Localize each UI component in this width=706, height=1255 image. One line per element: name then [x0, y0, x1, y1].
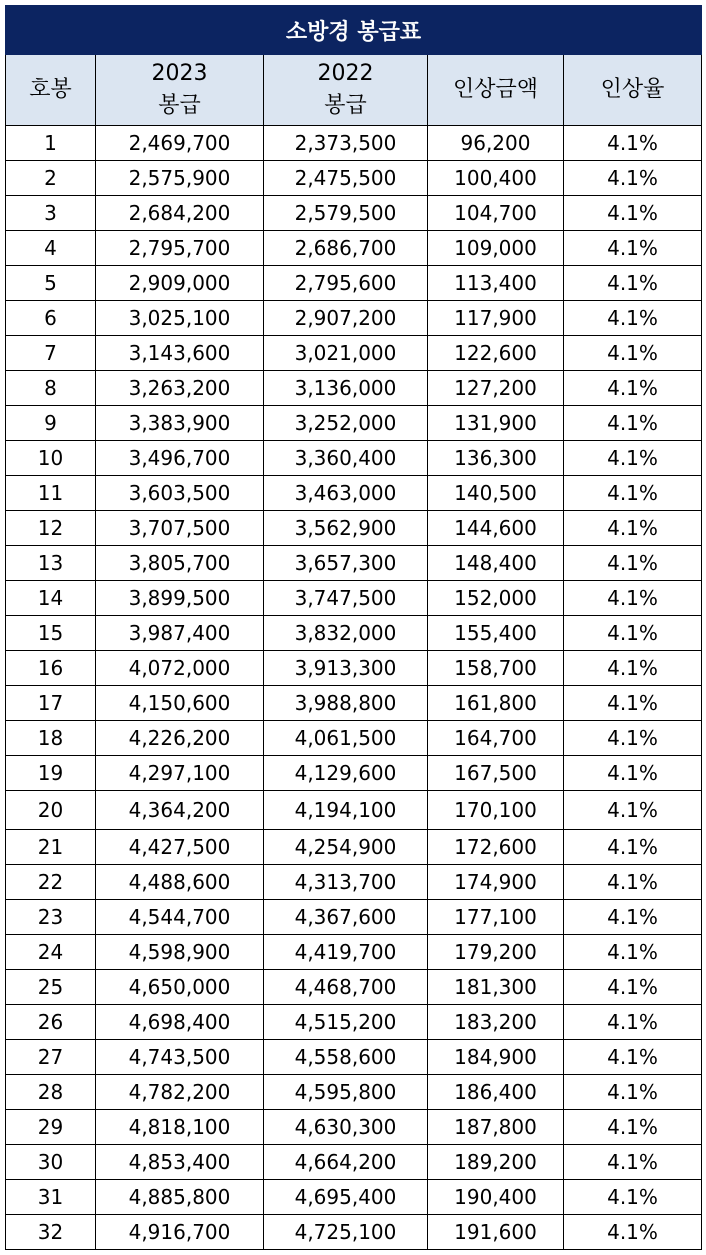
- grade-cell: 10: [6, 441, 96, 476]
- salary-2022-cell: 3,988,800: [264, 686, 428, 721]
- salary-2022-cell: 4,630,300: [264, 1110, 428, 1145]
- grade-cell: 11: [6, 476, 96, 511]
- table-row: [6, 651, 702, 686]
- table-row: [6, 546, 702, 581]
- header-2023-year: 2023: [151, 61, 208, 86]
- increase-amount-cell: 184,900: [428, 1040, 564, 1075]
- salary-2022-cell: 3,747,500: [264, 581, 428, 616]
- header-grade: 호봉: [6, 55, 96, 126]
- table-row: [6, 1075, 702, 1110]
- header-2022-label: 봉급: [324, 93, 367, 118]
- salary-2022-cell: 4,695,400: [264, 1180, 428, 1215]
- increase-rate-cell: 4.1%: [564, 900, 702, 935]
- salary-2023-cell: 3,143,600: [96, 336, 264, 371]
- increase-amount-cell: 158,700: [428, 651, 564, 686]
- grade-cell: 31: [6, 1180, 96, 1215]
- table-row: [6, 865, 702, 900]
- header-increase-amount: 인상금액: [428, 55, 564, 126]
- grade-cell: 1: [6, 126, 96, 161]
- header-increase-rate: 인상율: [564, 55, 702, 126]
- salary-2022-cell: 3,657,300: [264, 546, 428, 581]
- header-2022-salary: [264, 55, 428, 126]
- increase-rate-cell: 4.1%: [564, 1180, 702, 1215]
- increase-amount-cell: 152,000: [428, 581, 564, 616]
- increase-rate-cell: 4.1%: [564, 830, 702, 865]
- salary-2023-cell: 4,782,200: [96, 1075, 264, 1110]
- increase-rate-cell: 4.1%: [564, 161, 702, 196]
- header-row: [6, 55, 702, 126]
- salary-2022-cell: 4,664,200: [264, 1145, 428, 1180]
- salary-2022-cell: 2,475,500: [264, 161, 428, 196]
- salary-2022-cell: 3,832,000: [264, 616, 428, 651]
- salary-2022-cell: 4,129,600: [264, 756, 428, 791]
- grade-cell: 4: [6, 231, 96, 266]
- salary-2023-cell: 3,025,100: [96, 301, 264, 336]
- salary-2023-cell: 3,383,900: [96, 406, 264, 441]
- increase-amount-cell: 179,200: [428, 935, 564, 970]
- increase-rate-cell: 4.1%: [564, 1040, 702, 1075]
- salary-2022-cell: 4,254,900: [264, 830, 428, 865]
- salary-2023-cell: 4,885,800: [96, 1180, 264, 1215]
- salary-2023-cell: 4,072,000: [96, 651, 264, 686]
- table-row: [6, 126, 702, 161]
- table-row: [6, 830, 702, 865]
- salary-2022-cell: 4,468,700: [264, 970, 428, 1005]
- salary-2023-cell: 2,575,900: [96, 161, 264, 196]
- increase-amount-cell: 174,900: [428, 865, 564, 900]
- grade-cell: 21: [6, 830, 96, 865]
- table-row: [6, 476, 702, 511]
- salary-2023-cell: 4,698,400: [96, 1005, 264, 1040]
- table-row: [6, 581, 702, 616]
- table-row: [6, 441, 702, 476]
- salary-2022-cell: 2,579,500: [264, 196, 428, 231]
- salary-2022-cell: 2,686,700: [264, 231, 428, 266]
- grade-cell: 24: [6, 935, 96, 970]
- grade-cell: 5: [6, 266, 96, 301]
- salary-2023-cell: 2,469,700: [96, 126, 264, 161]
- increase-rate-cell: 4.1%: [564, 865, 702, 900]
- grade-cell: 32: [6, 1215, 96, 1250]
- salary-2023-cell: 4,598,900: [96, 935, 264, 970]
- salary-2022-cell: 4,595,800: [264, 1075, 428, 1110]
- increase-rate-cell: 4.1%: [564, 126, 702, 161]
- increase-amount-cell: 104,700: [428, 196, 564, 231]
- increase-amount-cell: 131,900: [428, 406, 564, 441]
- salary-2022-cell: 4,515,200: [264, 1005, 428, 1040]
- increase-rate-cell: 4.1%: [564, 616, 702, 651]
- increase-rate-cell: 4.1%: [564, 546, 702, 581]
- increase-rate-cell: 4.1%: [564, 266, 702, 301]
- table-row: [6, 406, 702, 441]
- grade-cell: 7: [6, 336, 96, 371]
- grade-cell: 14: [6, 581, 96, 616]
- increase-amount-cell: 144,600: [428, 511, 564, 546]
- increase-amount-cell: 183,200: [428, 1005, 564, 1040]
- table-row: [6, 511, 702, 546]
- salary-2023-cell: 4,544,700: [96, 900, 264, 935]
- grade-cell: 29: [6, 1110, 96, 1145]
- grade-cell: 3: [6, 196, 96, 231]
- salary-2023-cell: 4,853,400: [96, 1145, 264, 1180]
- header-2023-label: 봉급: [158, 93, 201, 118]
- salary-2023-cell: 4,650,000: [96, 970, 264, 1005]
- grade-cell: 12: [6, 511, 96, 546]
- grade-cell: 13: [6, 546, 96, 581]
- grade-cell: 17: [6, 686, 96, 721]
- table-row: [6, 970, 702, 1005]
- increase-amount-cell: 96,200: [428, 126, 564, 161]
- salary-2023-cell: 2,684,200: [96, 196, 264, 231]
- salary-2023-cell: 4,743,500: [96, 1040, 264, 1075]
- grade-cell: 6: [6, 301, 96, 336]
- increase-rate-cell: 4.1%: [564, 935, 702, 970]
- increase-rate-cell: 4.1%: [564, 371, 702, 406]
- grade-cell: 9: [6, 406, 96, 441]
- grade-cell: 16: [6, 651, 96, 686]
- increase-amount-cell: 177,100: [428, 900, 564, 935]
- salary-2023-cell: 4,818,100: [96, 1110, 264, 1145]
- increase-rate-cell: 4.1%: [564, 1110, 702, 1145]
- salary-2022-cell: 3,360,400: [264, 441, 428, 476]
- increase-rate-cell: 4.1%: [564, 791, 702, 830]
- salary-2022-cell: 4,419,700: [264, 935, 428, 970]
- salary-2022-cell: 4,558,600: [264, 1040, 428, 1075]
- table-row: [6, 196, 702, 231]
- increase-rate-cell: 4.1%: [564, 406, 702, 441]
- salary-2022-cell: 3,021,000: [264, 336, 428, 371]
- increase-amount-cell: 127,200: [428, 371, 564, 406]
- table-row: [6, 1180, 702, 1215]
- increase-rate-cell: 4.1%: [564, 581, 702, 616]
- salary-2023-cell: 4,364,200: [96, 791, 264, 830]
- increase-amount-cell: 187,800: [428, 1110, 564, 1145]
- increase-rate-cell: 4.1%: [564, 756, 702, 791]
- increase-rate-cell: 4.1%: [564, 1005, 702, 1040]
- salary-table-container: [5, 5, 701, 1250]
- table-row: [6, 686, 702, 721]
- increase-amount-cell: 155,400: [428, 616, 564, 651]
- salary-2022-cell: 3,463,000: [264, 476, 428, 511]
- increase-amount-cell: 100,400: [428, 161, 564, 196]
- table-row: [6, 336, 702, 371]
- table-row: [6, 900, 702, 935]
- salary-2022-cell: 3,252,000: [264, 406, 428, 441]
- increase-rate-cell: 4.1%: [564, 1075, 702, 1110]
- salary-2023-cell: 4,226,200: [96, 721, 264, 756]
- salary-2022-cell: 4,194,100: [264, 791, 428, 830]
- increase-rate-cell: 4.1%: [564, 196, 702, 231]
- increase-amount-cell: 161,800: [428, 686, 564, 721]
- increase-amount-cell: 170,100: [428, 791, 564, 830]
- grade-cell: 20: [6, 791, 96, 830]
- increase-amount-cell: 167,500: [428, 756, 564, 791]
- salary-2022-cell: 3,913,300: [264, 651, 428, 686]
- table-row: [6, 1040, 702, 1075]
- table-row: [6, 1005, 702, 1040]
- salary-2023-cell: 2,795,700: [96, 231, 264, 266]
- increase-rate-cell: 4.1%: [564, 651, 702, 686]
- salary-2023-cell: 4,916,700: [96, 1215, 264, 1250]
- salary-2023-cell: 2,909,000: [96, 266, 264, 301]
- table-row: [6, 161, 702, 196]
- increase-rate-cell: 4.1%: [564, 441, 702, 476]
- grade-cell: 22: [6, 865, 96, 900]
- table-row: [6, 616, 702, 651]
- increase-rate-cell: 4.1%: [564, 1145, 702, 1180]
- salary-2022-cell: 4,367,600: [264, 900, 428, 935]
- increase-amount-cell: 189,200: [428, 1145, 564, 1180]
- table-row: [6, 935, 702, 970]
- grade-cell: 19: [6, 756, 96, 791]
- increase-amount-cell: 117,900: [428, 301, 564, 336]
- salary-2023-cell: 3,603,500: [96, 476, 264, 511]
- salary-2022-cell: 3,136,000: [264, 371, 428, 406]
- grade-cell: 15: [6, 616, 96, 651]
- grade-cell: 23: [6, 900, 96, 935]
- table-body: [6, 126, 702, 1250]
- increase-rate-cell: 4.1%: [564, 721, 702, 756]
- increase-rate-cell: 4.1%: [564, 476, 702, 511]
- increase-rate-cell: 4.1%: [564, 336, 702, 371]
- increase-amount-cell: 164,700: [428, 721, 564, 756]
- salary-2022-cell: 4,313,700: [264, 865, 428, 900]
- table-row: [6, 371, 702, 406]
- salary-2022-cell: 2,907,200: [264, 301, 428, 336]
- salary-2023-cell: 3,263,200: [96, 371, 264, 406]
- increase-amount-cell: 113,400: [428, 266, 564, 301]
- increase-amount-cell: 136,300: [428, 441, 564, 476]
- table-row: [6, 301, 702, 336]
- table-row: [6, 266, 702, 301]
- grade-cell: 27: [6, 1040, 96, 1075]
- salary-2022-cell: 4,061,500: [264, 721, 428, 756]
- salary-2022-cell: 4,725,100: [264, 1215, 428, 1250]
- salary-2023-cell: 4,297,100: [96, 756, 264, 791]
- increase-rate-cell: 4.1%: [564, 511, 702, 546]
- table-row: [6, 756, 702, 791]
- table-row: [6, 1110, 702, 1145]
- salary-2022-cell: 2,795,600: [264, 266, 428, 301]
- grade-cell: 18: [6, 721, 96, 756]
- increase-amount-cell: 109,000: [428, 231, 564, 266]
- increase-amount-cell: 140,500: [428, 476, 564, 511]
- salary-table: [5, 5, 702, 1250]
- increase-amount-cell: 190,400: [428, 1180, 564, 1215]
- table-row: [6, 791, 702, 830]
- salary-2023-cell: 3,987,400: [96, 616, 264, 651]
- increase-rate-cell: 4.1%: [564, 686, 702, 721]
- grade-cell: 8: [6, 371, 96, 406]
- header-2023-salary: [96, 55, 264, 126]
- table-row: [6, 1215, 702, 1250]
- salary-2022-cell: 2,373,500: [264, 126, 428, 161]
- salary-2023-cell: 3,805,700: [96, 546, 264, 581]
- grade-cell: 30: [6, 1145, 96, 1180]
- salary-2023-cell: 4,488,600: [96, 865, 264, 900]
- salary-2023-cell: 4,427,500: [96, 830, 264, 865]
- header-2022-year: 2022: [317, 61, 374, 86]
- increase-amount-cell: 148,400: [428, 546, 564, 581]
- increase-amount-cell: 122,600: [428, 336, 564, 371]
- increase-amount-cell: 191,600: [428, 1215, 564, 1250]
- increase-amount-cell: 172,600: [428, 830, 564, 865]
- salary-2023-cell: 3,899,500: [96, 581, 264, 616]
- increase-rate-cell: 4.1%: [564, 231, 702, 266]
- increase-rate-cell: 4.1%: [564, 301, 702, 336]
- salary-2023-cell: 3,707,500: [96, 511, 264, 546]
- salary-2023-cell: 4,150,600: [96, 686, 264, 721]
- grade-cell: 26: [6, 1005, 96, 1040]
- grade-cell: 25: [6, 970, 96, 1005]
- grade-cell: 2: [6, 161, 96, 196]
- increase-amount-cell: 181,300: [428, 970, 564, 1005]
- salary-2023-cell: 3,496,700: [96, 441, 264, 476]
- increase-rate-cell: 4.1%: [564, 1215, 702, 1250]
- grade-cell: 28: [6, 1075, 96, 1110]
- salary-2022-cell: 3,562,900: [264, 511, 428, 546]
- table-row: [6, 1145, 702, 1180]
- table-row: [6, 721, 702, 756]
- table-row: [6, 231, 702, 266]
- table-title: 소방경 봉급표: [6, 6, 702, 55]
- increase-rate-cell: 4.1%: [564, 970, 702, 1005]
- increase-amount-cell: 186,400: [428, 1075, 564, 1110]
